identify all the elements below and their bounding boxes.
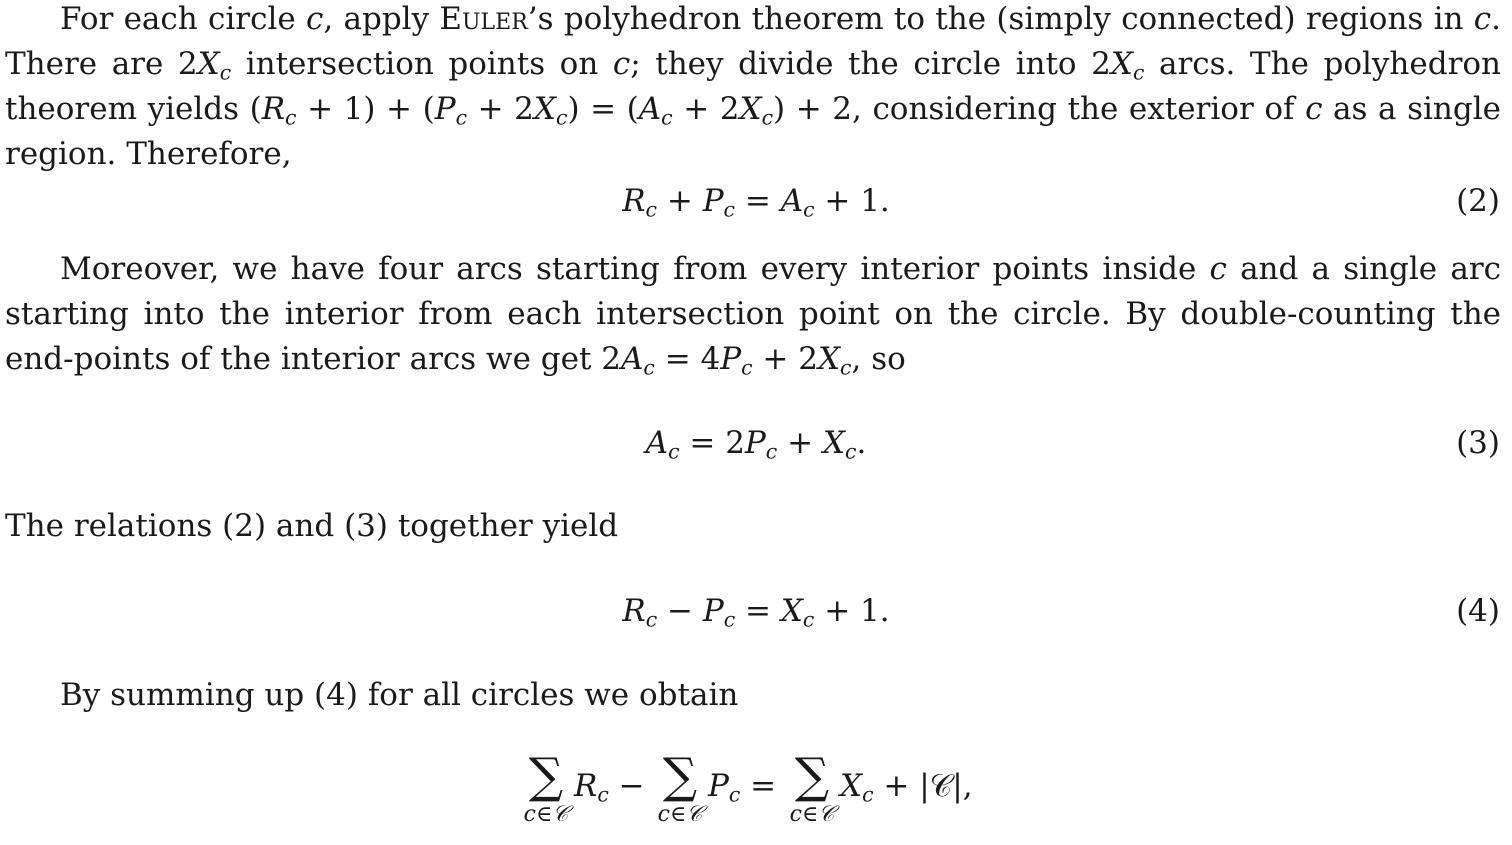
sum-sign-1: ∑ xyxy=(528,748,564,804)
equation-3: $A_c = 2P_c + X_c$. xyxy=(645,425,867,464)
equation-sum xyxy=(520,748,1000,845)
sum-sign-3: ∑ xyxy=(794,748,830,804)
paragraph-1-line-1: For each circle c, apply Euler’s polyhedron theorem to the (simply connected) regions in c. xyxy=(60,1,1501,37)
sum-term-3: $X_c$ + |𝒞|, xyxy=(840,768,973,807)
sum-2 xyxy=(654,748,706,827)
paragraph-2-line-3: end-points of the interior arcs we get $2A_c = 4P_c + 2X_c$, so xyxy=(5,341,906,380)
equation-number-4: (4) xyxy=(1456,593,1500,629)
sum-index-3: c∈𝒞 xyxy=(789,802,835,827)
sum-index-2: c∈𝒞 xyxy=(657,802,703,827)
equation-number-3: (3) xyxy=(1456,425,1500,461)
sum-sign-2: ∑ xyxy=(662,748,698,804)
equation-4: $R_c - P_c = X_c + 1$. xyxy=(622,593,890,632)
paragraph-3: The relations (2) and (3) together yield xyxy=(5,508,619,544)
sum-term-1: $R_c$ − xyxy=(574,768,645,807)
sum-1 xyxy=(520,748,572,827)
sum-index-1: c∈𝒞 xyxy=(523,802,569,827)
paragraph-2-line-1: Moreover, we have four arcs starting from every interior points inside c and a single arc xyxy=(60,251,1501,287)
sum-3 xyxy=(786,748,838,827)
paragraph-1-line-2: There are $2X_c$ intersection points on c; they divide the circle into $2X_c$ arcs. The polyhedron xyxy=(5,46,1502,85)
equation-number-2: (2) xyxy=(1456,183,1500,219)
paragraph-1-line-4: region. Therefore, xyxy=(5,136,292,172)
paragraph-4: By summing up (4) for all circles we obtain xyxy=(60,677,739,713)
sum-term-2: $P_c$ = xyxy=(708,768,777,807)
paragraph-1-line-3: theorem yields $(R_c + 1) + (P_c + 2X_c) = (A_c + 2X_c) + 2$, considering the exterior of c as a single xyxy=(5,91,1501,130)
paragraph-2-line-2: starting into the interior from each intersection point on the circle. By double-counting the xyxy=(5,296,1501,332)
equation-2: $R_c + P_c = A_c + 1$. xyxy=(622,183,890,222)
